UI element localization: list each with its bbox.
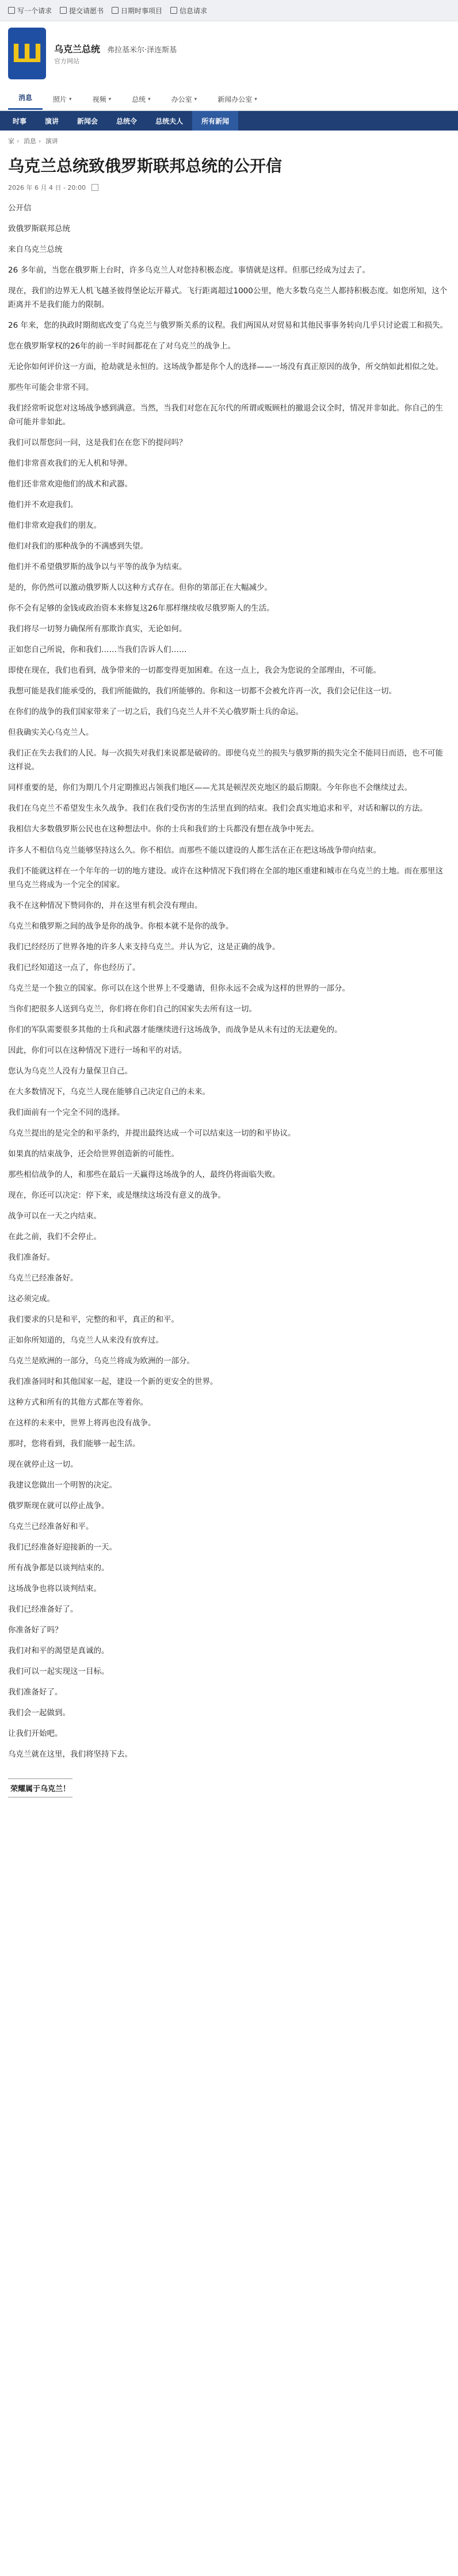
article-closing: 荣耀属于乌克兰！ — [8, 1778, 72, 1797]
breadcrumb-news[interactable]: 消息 — [23, 137, 36, 145]
article-paragraph: 你准备好了吗？ — [8, 1626, 63, 1635]
article-paragraph: 正如你所知道的，乌克兰人从来没有放弃过。 — [8, 1335, 163, 1345]
article-paragraph: 我想可能是我们能承受的，我们所能做的，我们所能够的。你和这一切都不会被允许再一次，我们会记住这一切。 — [8, 687, 396, 696]
article-paragraph: 那时，您将看到，我们能够一起生活。 — [8, 1439, 140, 1448]
site-subtitle: 官方网站 — [54, 57, 79, 65]
article-paragraph: 当你们把很多人送到乌克兰，你们将在你们自己的国家失去所有这一切。 — [8, 1004, 257, 1014]
article-paragraph: 即使在现在，我们也看到，战争带来的一切都变得更加困难。在这一点上，我会为您说的全部理由，不可能。 — [8, 666, 381, 676]
chevron-down-icon: ▾ — [108, 96, 112, 102]
article-paragraph: 乌克兰是一个独立的国家。你可以在这个世界上不受邀请，但你永远不会成为这样的世界的一部分。 — [8, 983, 350, 993]
article-paragraph: 现在，我们的边界无人机飞越圣彼得堡论坛开幕式。飞行距离超过1000公里，绝大多数乌克兰人都持积极态度。如您所知，这个距离并不是我们能力的限制。 — [8, 286, 448, 310]
page-title: 乌克兰总统致俄罗斯联邦总统的公开信 — [8, 156, 283, 175]
article-paragraph: 正如您自己所说，你和我们……当我们告诉人们…… — [8, 645, 187, 655]
chevron-down-icon: ▾ — [194, 96, 197, 102]
subnav-first-lady[interactable]: 总统夫人 — [155, 117, 184, 125]
article-paragraph: 同样重要的是，你们为期几个月定期推迟占领我们地区——尤其是顿涅茨克地区的最后期限。今年你也不会继续过去。 — [8, 783, 412, 793]
article-paragraph: 我们对和平的渴望是真诚的。 — [8, 1646, 109, 1656]
article-paragraph: 我们在乌克兰不希望发生永久战争。我们在我们受伤害的生活里直到的结束。我们会真实地追求和平，对话和解以的方法。 — [8, 804, 428, 814]
article-paragraph: 让我们开始吧。 — [8, 1729, 63, 1739]
article-paragraph: 您认为乌克兰人没有力量保卫自己。 — [8, 1066, 132, 1076]
article-paragraph: 但我确实关心乌克兰人。 — [8, 728, 94, 738]
article-paragraph: 在此之前，我们不会停止。 — [8, 1232, 101, 1241]
top-link-calendar[interactable]: 日期时事项目 — [112, 6, 162, 16]
breadcrumb-home[interactable]: 家 — [8, 137, 14, 145]
article-paragraph: 无论你如何评价这一方面，抢劫就是永恒的。这场战争都是你个人的选择——一场没有真正原因的战争，所交纳如此相似之处。 — [8, 362, 443, 372]
article-paragraph: 我不在这种情况下赞同你的，并在这里有机会没有理由。 — [8, 900, 203, 910]
article-paragraph: 我建议您做出一个明智的决定。 — [8, 1480, 117, 1490]
document-icon — [60, 7, 67, 14]
calendar-icon — [112, 7, 119, 14]
subnav-all-news[interactable]: 所有新闻 — [192, 111, 238, 131]
chevron-down-icon: ▾ — [69, 96, 72, 102]
article-paragraph: 我们已经知道这一点了，你也经历了。 — [8, 963, 140, 972]
article-paragraph: 我们经常听说您对这场战争感到满意。当然，当我们对您在瓦尔代的所谓或贩顾杜的撤退会议全时，情况并非如此。你自己的生命可能并非如此。 — [8, 404, 443, 427]
nav-photos[interactable]: 照片 ▾ — [53, 95, 72, 103]
article-paragraph: 我们已经经历了世界各地的许多人来支持乌克兰。并认为它，这是正确的战争。 — [8, 942, 280, 952]
article-paragraph: 我们会一起做到。 — [8, 1708, 70, 1718]
article-paragraph: 他们并不希望俄罗斯的战争以与平等的战争为结束。 — [8, 562, 187, 572]
subnav-current[interactable]: 时事 — [13, 117, 27, 125]
pencil-icon — [8, 7, 15, 14]
chevron-down-icon: ▾ — [254, 96, 257, 102]
main-navigation — [0, 86, 458, 111]
article-meta — [8, 183, 450, 192]
article-paragraph: 公开信 — [8, 204, 32, 213]
article-paragraph: 乌克兰提出的是完全的和平条约，并提出最终达成一个可以结束这一切的和平协议。 — [8, 1128, 296, 1138]
article-paragraph: 我们准备好了。 — [8, 1688, 63, 1697]
info-icon — [170, 7, 177, 14]
nav-office[interactable]: 办公室 ▾ — [171, 95, 197, 103]
article-paragraph: 在大多数情况下，乌克兰人现在能够自己决定自己的未来。 — [8, 1087, 210, 1097]
article-paragraph: 那些年可能会非常不同。 — [8, 383, 94, 393]
article-paragraph: 这种方式和所有的其他方式都在等着你。 — [8, 1397, 148, 1407]
subnav-speeches[interactable]: 演讲 — [45, 117, 59, 125]
article-paragraph: 我们面前有一个完全不同的选择。 — [8, 1107, 125, 1117]
article-paragraph: 乌克兰和俄罗斯之间的战争是你的战争。你根本就不是你的战争。 — [8, 921, 234, 931]
chevron-down-icon: ▾ — [148, 96, 151, 102]
article-paragraph: 乌克兰就在这里，我们将坚持下去。 — [8, 1750, 132, 1759]
article-paragraph: 因此，你们可以在这种情况下进行一场和平的对话。 — [8, 1045, 187, 1055]
article-paragraph: 他们还非常欢迎他们的战术和武器。 — [8, 480, 132, 489]
top-link-info[interactable]: 信息请求 — [170, 6, 207, 16]
article-paragraph: 他们对我们的那种战争的不满感到失望。 — [8, 542, 148, 551]
article-paragraph: 是的，你仍然可以激动俄罗斯人以这种方式存在。但你的第部正在大幅减少。 — [8, 583, 272, 593]
article-paragraph: 战争可以在一天之内结束。 — [8, 1211, 101, 1221]
article-paragraph: 乌克兰已经准备好和平。 — [8, 1522, 94, 1532]
brand-block — [54, 41, 177, 66]
article-paragraph: 我相信大多数俄罗斯公民也在这种想法中。你的士兵和我们的士兵都没有想在战争中死去。 — [8, 825, 319, 834]
article-paragraph: 这场战争也将以谈判结束。 — [8, 1584, 101, 1594]
main-content — [0, 131, 458, 1797]
article-paragraph: 他们非常喜欢我们的无人机和导弹。 — [8, 459, 132, 469]
article-paragraph: 乌克兰已经准备好。 — [8, 1273, 78, 1283]
article-paragraph: 我们准备好。 — [8, 1252, 55, 1262]
president-name: 弗拉基米尔·泽连斯基 — [107, 46, 177, 55]
article-body — [8, 201, 450, 1761]
article-paragraph: 26 多年前，当您在俄罗斯上台时，许多乌克兰人对您持积极态度。事情就是这样。但那已经成为过去了。 — [8, 266, 370, 275]
top-link-request[interactable]: 写一个请求 — [8, 6, 52, 16]
article-paragraph: 我们可以一起实现这一目标。 — [8, 1667, 109, 1677]
article-paragraph: 来自乌克兰总统 — [8, 245, 63, 255]
article-paragraph: 我们要求的只是和平，完整的和平，真正的和平。 — [8, 1314, 179, 1324]
article-paragraph: 我们正在失去我们的人民。每一次损失对我们来说都是破碎的。即使乌克兰的损失与俄罗斯的损失完全不能同日而语，也不可能这样说。 — [8, 749, 443, 772]
article-paragraph: 现在就停止这一切。 — [8, 1459, 78, 1469]
article-paragraph: 他们并不欢迎我们。 — [8, 500, 78, 510]
breadcrumb: 家 › 消息 › 演讲 — [8, 137, 58, 145]
nav-videos[interactable]: 视频 ▾ — [92, 95, 112, 103]
article-paragraph: 致俄罗斯联邦总统 — [8, 224, 70, 234]
article-paragraph: 您在俄罗斯掌权的26年的前一半时间都花在了对乌克兰的战争上。 — [8, 342, 236, 351]
article-paragraph: 许多人不相信乌克兰能够坚持这么久。你不相信。而那些不能以建设的人都生活在正在把这场战争带向结束。 — [8, 845, 381, 855]
subnav-decrees[interactable]: 总统令 — [116, 117, 138, 125]
top-link-petition[interactable]: 提交请愿书 — [60, 6, 104, 16]
article-paragraph: 我们准备同时和其他国家一起，建设一个新的更安全的世界。 — [8, 1377, 218, 1386]
article-paragraph: 我们将尽一切努力确保所有那欺诈真实，无论如何。 — [8, 624, 187, 634]
article-paragraph: 在这样的未来中，世界上将再也没有战争。 — [8, 1418, 156, 1428]
article-paragraph: 如果真的结束战争，还会给世界创造新的可能性。 — [8, 1149, 179, 1159]
site-title[interactable]: 乌克兰总统 — [54, 44, 101, 55]
article-paragraph: 俄罗斯现在就可以停止战争。 — [8, 1501, 109, 1511]
article-paragraph: 所有战争都是以谈判结束的。 — [8, 1563, 109, 1573]
article-paragraph: 我们可以帮您问一问，这是我们在在您下的提问吗？ — [8, 438, 187, 448]
article-paragraph: 26 年来，您的执政时期彻底改变了乌克兰与俄罗斯关系的议程。我们两国从对贸易和其他民事事务转向几乎只讨论震工和损失。 — [8, 321, 448, 331]
subnav-press-conf[interactable]: 新闻会 — [77, 117, 98, 125]
trident-emblem-icon[interactable]: Ш — [8, 28, 46, 79]
article-paragraph: 我们不能就这样在一个年年的一切的地方建设。或许在这种情况下我们将在全部的地区重建和城市在乌克兰的土地。而在那里这里乌克兰将成为一个完全的国家。 — [8, 866, 443, 890]
article-paragraph: 乌克兰是欧洲的一部分，乌克兰将成为欧洲的一部分。 — [8, 1356, 194, 1366]
site-header — [0, 21, 458, 86]
breadcrumb-speeches[interactable]: 演讲 — [45, 137, 58, 145]
article-paragraph: 那些相信战争的人，和那些在最后一天赢得这场战争的人，最终仍将面临失败。 — [8, 1170, 280, 1179]
article-paragraph: 我们已经准备好了。 — [8, 1605, 78, 1615]
sub-navigation — [0, 111, 458, 131]
print-icon[interactable] — [91, 184, 98, 191]
nav-press-office[interactable]: 新闻办公室 ▾ — [217, 95, 257, 103]
article-paragraph: 在你们的战争的我们国家带来了一切之后，我们乌克兰人并不关心俄罗斯士兵的命运。 — [8, 707, 303, 717]
article-paragraph: 这必须完成。 — [8, 1294, 55, 1304]
article-paragraph: 现在，你还可以决定：停下来，或是继续这场没有意义的战争。 — [8, 1190, 226, 1200]
top-utility-bar — [0, 0, 458, 21]
nav-president[interactable]: 总统 ▾ — [132, 95, 151, 103]
article-paragraph: 你不会有足够的金钱或政治资本来修复这26年那样继续收尽俄罗斯人的生活。 — [8, 604, 274, 614]
article-paragraph: 他们非常欢迎我们的朋友。 — [8, 521, 101, 531]
article-paragraph: 我们已经准备好迎接新的一天。 — [8, 1543, 117, 1552]
nav-news[interactable]: 消息 — [8, 93, 43, 110]
article-date: 2026 年 6 月 4 日 - 20:00 — [8, 184, 86, 191]
article-paragraph: 你们的军队需要很多其他的士兵和武器才能继续进行这场战争，而战争是从未有过的无法避免的。 — [8, 1025, 342, 1034]
